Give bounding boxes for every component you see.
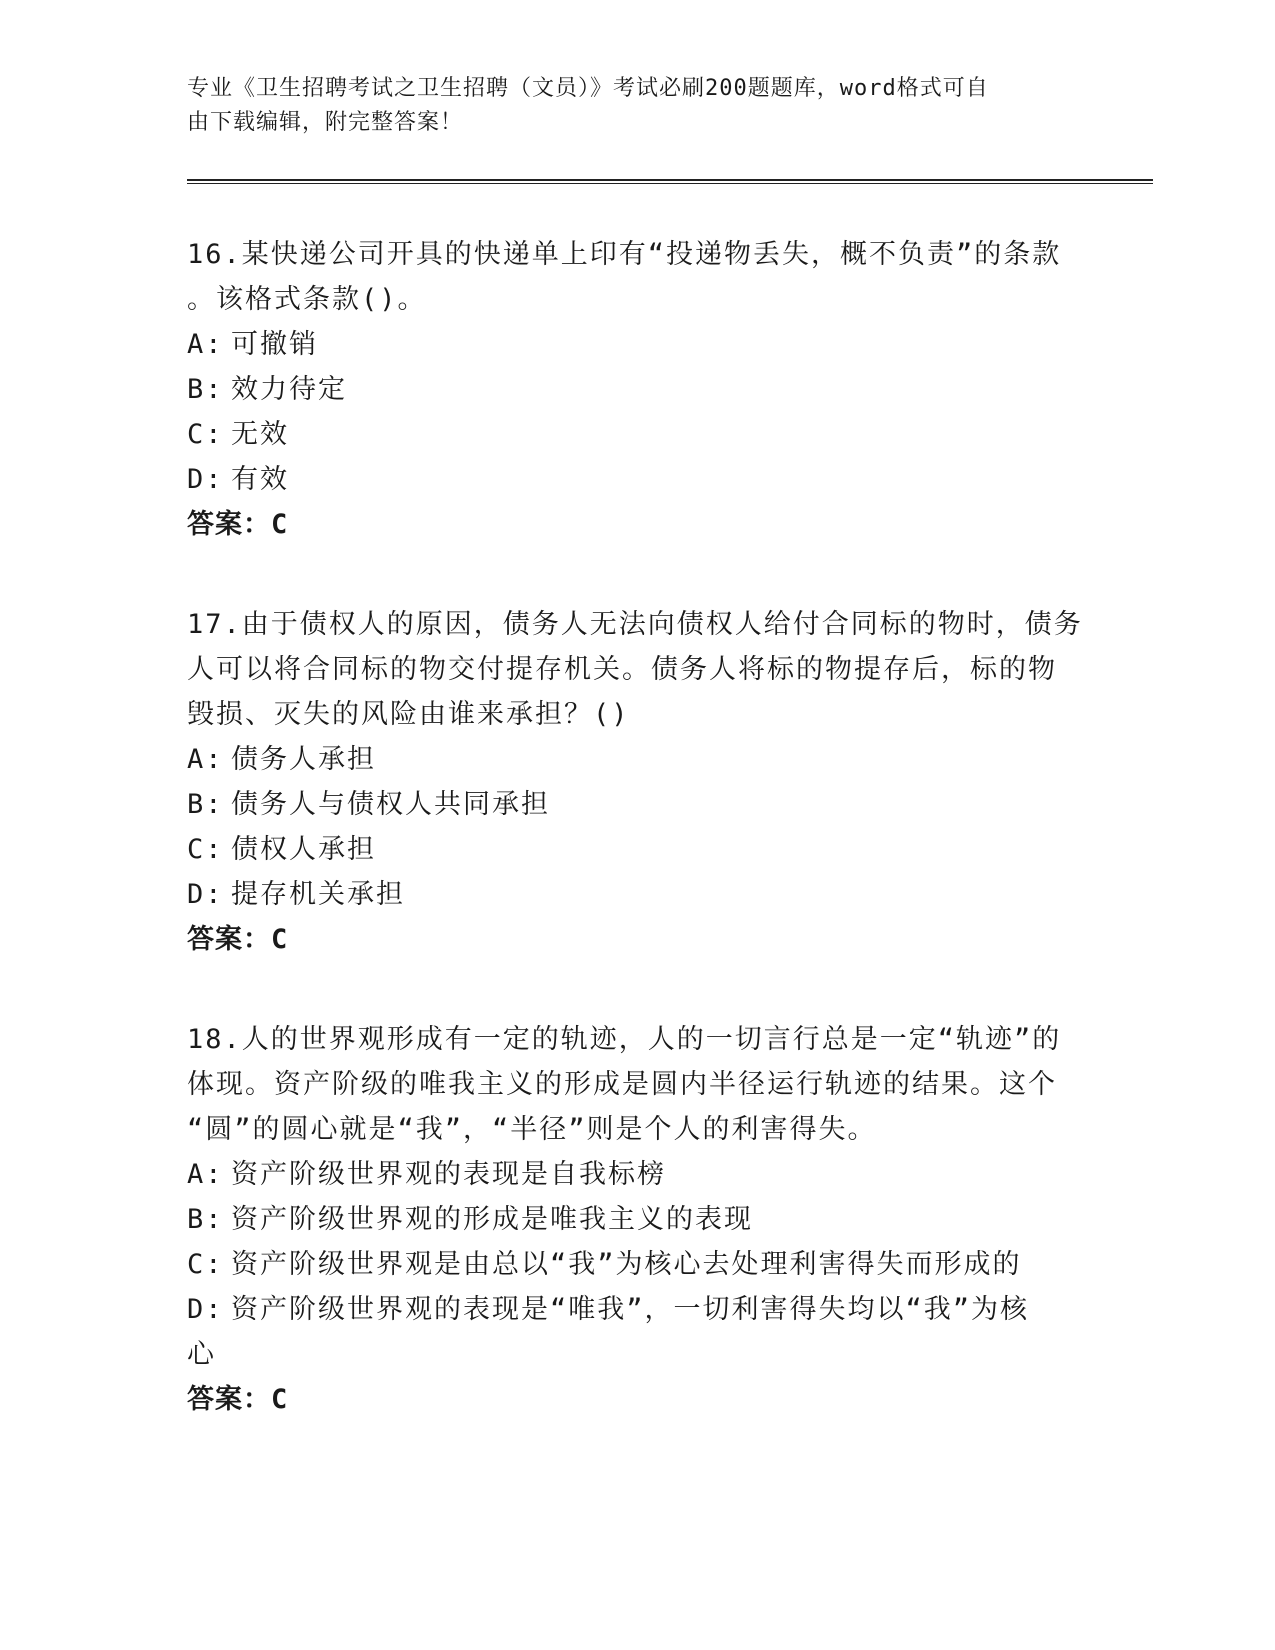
option-letter: C: bbox=[187, 419, 224, 450]
option-b bbox=[187, 1197, 1087, 1242]
option-a bbox=[187, 1152, 1087, 1197]
option-text: 债务人与债权人共同承担 bbox=[231, 789, 550, 820]
header-line-2: 由下载编辑，附完整答案！ bbox=[187, 110, 464, 135]
question-18 bbox=[187, 1017, 1087, 1423]
option-letter: A: bbox=[187, 1159, 224, 1190]
stem-line: 体现。资产阶级的唯我主义的形成是圆内半径运行轨迹的结果。这个 bbox=[187, 1069, 1057, 1100]
question-list bbox=[187, 232, 1087, 1477]
header-divider bbox=[187, 179, 1153, 184]
question-stem bbox=[187, 1017, 1087, 1152]
stem-line: 。该格式条款()。 bbox=[187, 284, 427, 315]
option-letter: B: bbox=[187, 1204, 224, 1235]
option-d-continuation: 心 bbox=[187, 1339, 216, 1370]
option-a bbox=[187, 322, 1087, 367]
option-text: 效力待定 bbox=[231, 374, 347, 405]
answer-label: 答案：C bbox=[187, 509, 289, 540]
option-text: 提存机关承担 bbox=[231, 879, 405, 910]
answer-label: 答案：C bbox=[187, 924, 289, 955]
answer-label: 答案：C bbox=[187, 1384, 289, 1415]
option-letter: B: bbox=[187, 789, 224, 820]
option-c bbox=[187, 1242, 1087, 1287]
question-17 bbox=[187, 602, 1087, 963]
option-d bbox=[187, 872, 1087, 917]
option-letter: A: bbox=[187, 744, 224, 775]
option-text: 资产阶级世界观的表现是自我标榜 bbox=[231, 1159, 666, 1190]
stem-line: 毁损、灭失的风险由谁来承担？() bbox=[187, 699, 630, 730]
option-b bbox=[187, 782, 1087, 827]
stem-line: 人可以将合同标的物交付提存机关。债务人将标的物提存后，标的物 bbox=[187, 654, 1057, 685]
option-letter: C: bbox=[187, 1249, 224, 1280]
option-b bbox=[187, 367, 1087, 412]
option-d bbox=[187, 457, 1087, 502]
header-line-1: 专业《卫生招聘考试之卫生招聘（文员）》考试必刷200题题库，word格式可自 bbox=[187, 76, 989, 101]
option-letter: D: bbox=[187, 1294, 224, 1325]
option-text: 债务人承担 bbox=[231, 744, 376, 775]
option-letter: D: bbox=[187, 879, 224, 910]
option-text: 无效 bbox=[231, 419, 289, 450]
stem-line: 16.某快递公司开具的快递单上印有“投递物丢失，概不负责”的条款 bbox=[187, 239, 1062, 270]
option-c bbox=[187, 827, 1087, 872]
stem-line: “圆”的圆心就是“我”，“半径”则是个人的利害得失。 bbox=[187, 1114, 877, 1145]
option-text: 资产阶级世界观的表现是“唯我”，一切利害得失均以“我”为核 bbox=[231, 1294, 1030, 1325]
option-letter: A: bbox=[187, 329, 224, 360]
stem-line: 17.由于债权人的原因，债务人无法向债权人给付合同标的物时，债务 bbox=[187, 609, 1083, 640]
option-text: 有效 bbox=[231, 464, 289, 495]
option-text: 资产阶级世界观是由总以“我”为核心去处理利害得失而形成的 bbox=[231, 1249, 1022, 1280]
option-text: 资产阶级世界观的形成是唯我主义的表现 bbox=[231, 1204, 753, 1235]
question-stem bbox=[187, 602, 1087, 737]
option-a bbox=[187, 737, 1087, 782]
stem-line: 18.人的世界观形成有一定的轨迹，人的一切言行总是一定“轨迹”的 bbox=[187, 1024, 1062, 1055]
question-16 bbox=[187, 232, 1087, 548]
option-text: 可撤销 bbox=[231, 329, 318, 360]
option-letter: D: bbox=[187, 464, 224, 495]
option-letter: C: bbox=[187, 834, 224, 865]
option-text: 债权人承担 bbox=[231, 834, 376, 865]
question-stem bbox=[187, 232, 1087, 322]
option-letter: B: bbox=[187, 374, 224, 405]
option-d bbox=[187, 1287, 1087, 1332]
document-header bbox=[187, 72, 1067, 140]
option-c bbox=[187, 412, 1087, 457]
